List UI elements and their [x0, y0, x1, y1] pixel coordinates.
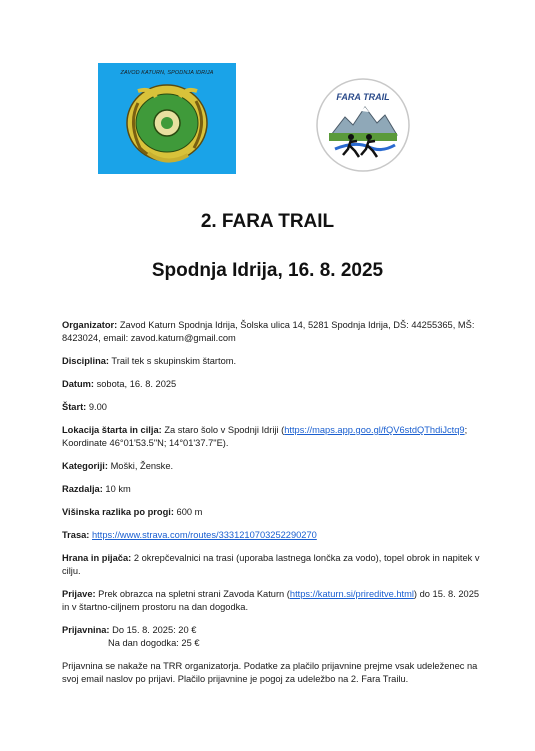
- datum-text: sobota, 16. 8. 2025: [94, 379, 177, 389]
- prijavnina-early: Do 15. 8. 2025: 20 €: [109, 625, 197, 635]
- disciplina-paragraph: [62, 355, 482, 368]
- lokacija-label: Lokacija štarta in cilja:: [62, 425, 162, 435]
- logo-caption: ZAVOD KATURN, SPODNJA IDRIJA: [120, 70, 214, 76]
- kategoriji-label: Kategoriji:: [62, 461, 108, 471]
- prijavnina-label: Prijavnina:: [62, 625, 110, 635]
- hrana-label: Hrana in pijača:: [62, 553, 132, 563]
- visinska-paragraph: [62, 506, 482, 519]
- katurn-emblem-icon: [98, 63, 236, 174]
- start-paragraph: [62, 401, 482, 414]
- event-subtitle: Spodnja Idrija, 16. 8. 2025: [151, 260, 384, 281]
- disciplina-text: Trail tek s skupinskim štartom.: [109, 356, 237, 366]
- prijavnina-day: Na dan dogodka: 25 €: [108, 638, 200, 648]
- fara-trail-logo: [315, 77, 411, 173]
- event-title: 2. FARA TRAIL: [200, 211, 335, 232]
- datum-paragraph: [62, 378, 482, 391]
- lokacija-text: Za staro šolo v Spodnji Idriji (: [161, 425, 285, 435]
- fara-trail-logo-text: FARA TRAIL: [336, 92, 390, 102]
- kategoriji-paragraph: [62, 460, 482, 473]
- kategoriji-text: Moški, Ženske.: [107, 461, 174, 471]
- disciplina-label: Disciplina:: [62, 356, 110, 366]
- trasa-paragraph: [62, 529, 482, 542]
- lokacija-paragraph: [62, 424, 482, 450]
- strava-link[interactable]: https://www.strava.com/routes/3331210703252290270: [92, 530, 317, 540]
- organizator-paragraph: [62, 319, 482, 345]
- prijavnina-paragraph: [62, 624, 482, 650]
- prijave-text-end: ) do 15. 8. 2025 in v štartno-ciljnem prostoru na dan dogodka.: [62, 589, 480, 612]
- start-label: Štart:: [62, 402, 87, 412]
- maps-link[interactable]: https://maps.app.goo.gl/fQV6stdQThdiJctq9: [284, 425, 465, 435]
- event-details: [62, 319, 482, 696]
- trasa-label: Trasa:: [62, 530, 90, 540]
- footer-paragraph: Prijavnina se nakaže na TRR organizatorja. Podatke za plačilo prijavnine prejme vsak udeleženec na svoj email naslov po prijavi. Plačilo prijavnine je pogoj za udeležbo na 2. Fara Trailu.: [62, 661, 478, 684]
- visinska-label: Višinska razlika po progi:: [62, 507, 174, 517]
- prijave-paragraph: [62, 588, 482, 614]
- datum-label: Datum:: [62, 379, 95, 389]
- organizator-label: Organizator:: [62, 320, 118, 330]
- visinska-text: 600 m: [173, 507, 203, 517]
- hrana-paragraph: [62, 552, 482, 578]
- katurn-link[interactable]: https://katurn.si/prireditve.html: [289, 589, 414, 599]
- prijave-label: Prijave:: [62, 589, 96, 599]
- hrana-text: 2 okrepčevalnici na trasi (uporaba lastnega lončka za vodo), topel obrok in napitek v cilju.: [62, 553, 480, 576]
- razdalja-label: Razdalja:: [62, 484, 103, 494]
- organizator-text: Zavod Katurn Spodnja Idrija, Šolska ulica 14, 5281 Spodnja Idrija, DŠ: 44255365, MŠ: 8423024, email: zavod.katurn@gmail.com: [62, 320, 475, 343]
- prijave-text: Prek obrazca na spletni strani Zavoda Katurn (: [95, 589, 290, 599]
- start-text: 9.00: [86, 402, 107, 412]
- razdalja-text: 10 km: [102, 484, 131, 494]
- lokacija-coordinates: ; Koordinate 46°01'53.5"N; 14°01'37.7"E).: [62, 425, 468, 448]
- razdalja-paragraph: [62, 483, 482, 496]
- zavod-katurn-logo: [98, 63, 236, 174]
